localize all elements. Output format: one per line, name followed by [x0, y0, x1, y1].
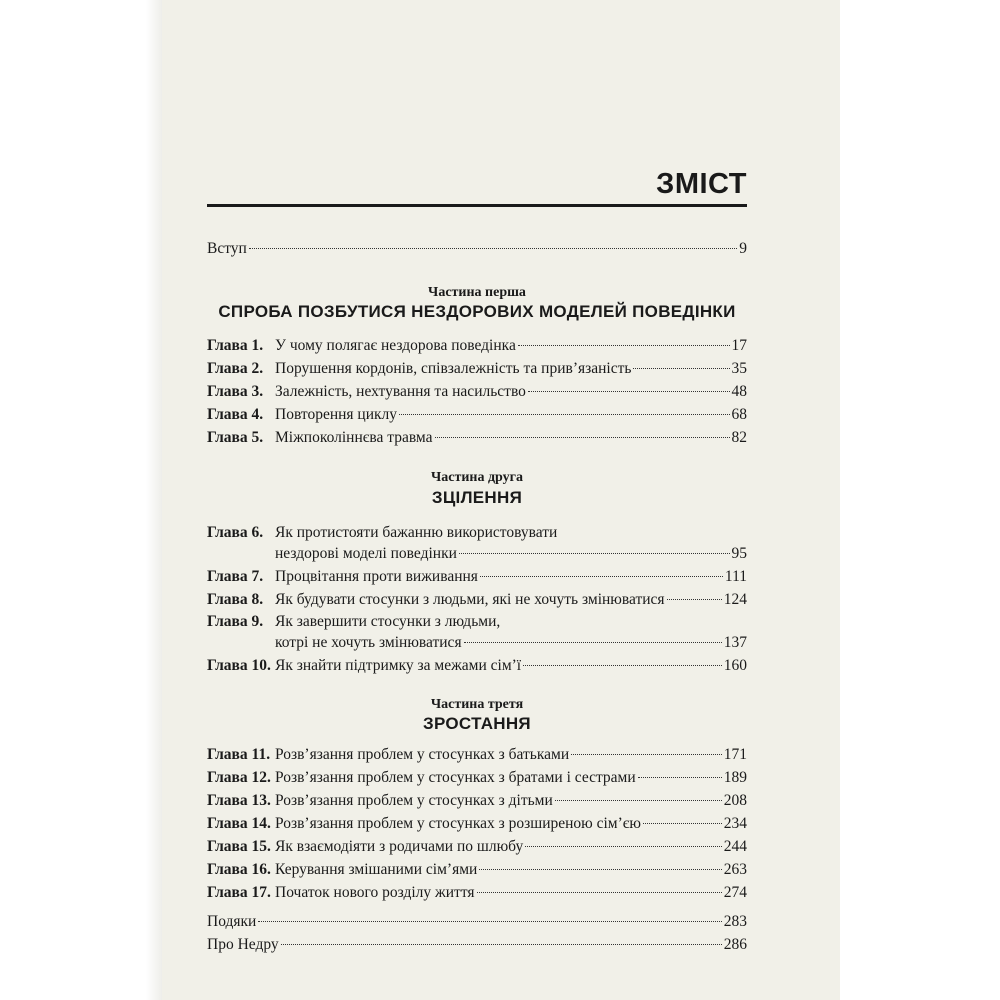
toc-chapter-5[interactable]: [207, 427, 747, 449]
chapter-title: Розв’язання проблем у стосунках з братами і сестрами: [275, 769, 636, 786]
chapter-title: Як будувати стосунки з людьми, які не хочуть змінюватися: [275, 591, 665, 608]
chapter-number: Глава 7.: [207, 568, 264, 585]
toc-chapter-7[interactable]: [207, 566, 747, 588]
chapter-title: Як знайти підтримку за межами сім’ї: [275, 657, 522, 674]
chapter-title: Керування змішаними сім’ями: [275, 861, 478, 878]
toc-end-label: Про Недру: [207, 936, 279, 953]
dot-leader: [643, 823, 722, 824]
chapter-number: Глава 11.: [207, 746, 271, 763]
chapter-page: 234: [723, 815, 747, 832]
dot-leader: [667, 599, 722, 600]
toc-chapter-16[interactable]: [207, 859, 747, 881]
toc-chapter-6-line-2[interactable]: [207, 543, 747, 565]
toc-chapter-2[interactable]: [207, 358, 747, 380]
chapter-title: Порушення кордонів, співзалежність та прив’язаність: [275, 360, 632, 377]
chapter-number: Глава 14.: [207, 815, 271, 832]
chapter-title: Залежність, нехтування та насильство: [275, 383, 526, 400]
chapter-page: 35: [731, 360, 747, 377]
toc-chapter-12[interactable]: [207, 767, 747, 789]
chapter-page: 137: [723, 634, 747, 651]
chapter-page: 124: [723, 591, 747, 608]
dot-leader: [528, 391, 730, 392]
toc-chapter-6-line-1[interactable]: [207, 522, 747, 544]
chapter-page: 160: [723, 657, 747, 674]
toc-intro-label: Вступ: [207, 240, 247, 257]
part-2-title: ЗЦІЛЕННЯ: [431, 488, 523, 507]
chapter-page: 189: [723, 769, 747, 786]
toc-end-label: Подяки: [207, 913, 257, 930]
chapter-title: Розв’язання проблем у стосунках з розширеною сім’єю: [275, 815, 642, 832]
toc-chapter-17[interactable]: [207, 882, 747, 904]
toc-end-page: 283: [723, 913, 747, 930]
page-gutter: [0, 0, 162, 1000]
chapter-number: Глава 6.: [207, 524, 264, 541]
dot-leader: [523, 665, 722, 666]
chapter-number: Глава 1.: [207, 337, 264, 354]
chapter-title: Міжпоколіннєва травма: [275, 429, 433, 446]
toc-chapter-3[interactable]: [207, 381, 747, 403]
dot-leader: [571, 754, 722, 755]
chapter-page: 82: [731, 429, 747, 446]
chapter-title: Як взаємодіяти з родичами по шлюбу: [275, 838, 524, 855]
dot-leader: [459, 553, 730, 554]
part-2-label: Частина друга: [430, 470, 524, 485]
chapter-number: Глава 12.: [207, 769, 271, 786]
title-rule: [207, 204, 747, 207]
dot-leader: [479, 869, 721, 870]
chapter-number: Глава 15.: [207, 838, 271, 855]
chapter-number: Глава 3.: [207, 383, 264, 400]
chapter-number: Глава 5.: [207, 429, 264, 446]
chapter-title-continued: нездорові моделі поведінки: [275, 545, 457, 562]
dot-leader: [477, 892, 722, 893]
toc-chapter-1[interactable]: [207, 335, 747, 357]
chapter-title-continued: котрі не хочуть змінюватися: [275, 634, 462, 651]
chapter-number: Глава 16.: [207, 861, 271, 878]
toc-chapter-10[interactable]: [207, 655, 747, 677]
chapter-title: Повторення циклу: [275, 406, 398, 423]
chapter-page: 95: [731, 545, 747, 562]
dot-leader: [249, 248, 737, 249]
toc-acknowledgements[interactable]: [207, 911, 747, 933]
chapter-page: 48: [731, 383, 747, 400]
part-1-title: СПРОБА ПОЗБУТИСЯ НЕЗДОРОВИХ МОДЕЛЕЙ ПОВЕДІНКИ: [218, 302, 736, 321]
toc-intro[interactable]: [207, 238, 747, 260]
page-title: ЗМІСТ: [656, 168, 747, 200]
chapter-page: 244: [723, 838, 747, 855]
chapter-page: 68: [731, 406, 747, 423]
chapter-page: 111: [724, 568, 747, 585]
chapter-title: Розв’язання проблем у стосунках з дітьми: [275, 792, 553, 809]
toc-chapter-9-line-1[interactable]: [207, 611, 747, 633]
chapter-title: Як протистояти бажанню використовувати: [275, 524, 558, 541]
dot-leader: [399, 414, 729, 415]
chapter-number: Глава 9.: [207, 613, 264, 630]
dot-leader: [638, 777, 722, 778]
toc-chapter-9-line-2[interactable]: [207, 632, 747, 654]
dot-leader: [633, 368, 729, 369]
toc-chapter-11[interactable]: [207, 744, 747, 766]
chapter-number: Глава 8.: [207, 591, 264, 608]
chapter-number: Глава 13.: [207, 792, 271, 809]
toc-chapter-15[interactable]: [207, 836, 747, 858]
part-1-label: Частина перша: [428, 285, 526, 300]
dot-leader: [281, 944, 722, 945]
chapter-title: Процвітання проти виживання: [275, 568, 478, 585]
toc-end-page: 286: [723, 936, 747, 953]
dot-leader: [525, 846, 722, 847]
chapter-title: Розв’язання проблем у стосунках з батьками: [275, 746, 570, 763]
toc-chapter-8[interactable]: [207, 589, 747, 611]
chapter-title: Як завершити стосунки з людьми,: [275, 613, 501, 630]
part-3-label: Частина третя: [430, 697, 524, 712]
dot-leader: [518, 345, 730, 346]
toc-about-nedra[interactable]: [207, 934, 747, 956]
chapter-number: Глава 17.: [207, 884, 271, 901]
chapter-number: Глава 2.: [207, 360, 264, 377]
toc-chapter-13[interactable]: [207, 790, 747, 812]
chapter-page: 17: [731, 337, 747, 354]
chapter-page: 171: [723, 746, 747, 763]
dot-leader: [555, 800, 722, 801]
chapter-title: У чому полягає нездорова поведінка: [275, 337, 516, 354]
toc-chapter-14[interactable]: [207, 813, 747, 835]
dot-leader: [464, 642, 722, 643]
chapter-page: 263: [723, 861, 747, 878]
part-3-title: ЗРОСТАННЯ: [423, 714, 531, 733]
chapter-title: Початок нового розділу життя: [275, 884, 475, 901]
chapter-page: 274: [723, 884, 747, 901]
chapter-number: Глава 4.: [207, 406, 264, 423]
toc-intro-page: 9: [739, 240, 747, 257]
chapter-number: Глава 10.: [207, 657, 271, 674]
dot-leader: [435, 437, 730, 438]
dot-leader: [258, 921, 721, 922]
chapter-page: 208: [723, 792, 747, 809]
dot-leader: [480, 576, 723, 577]
toc-chapter-4[interactable]: [207, 404, 747, 426]
